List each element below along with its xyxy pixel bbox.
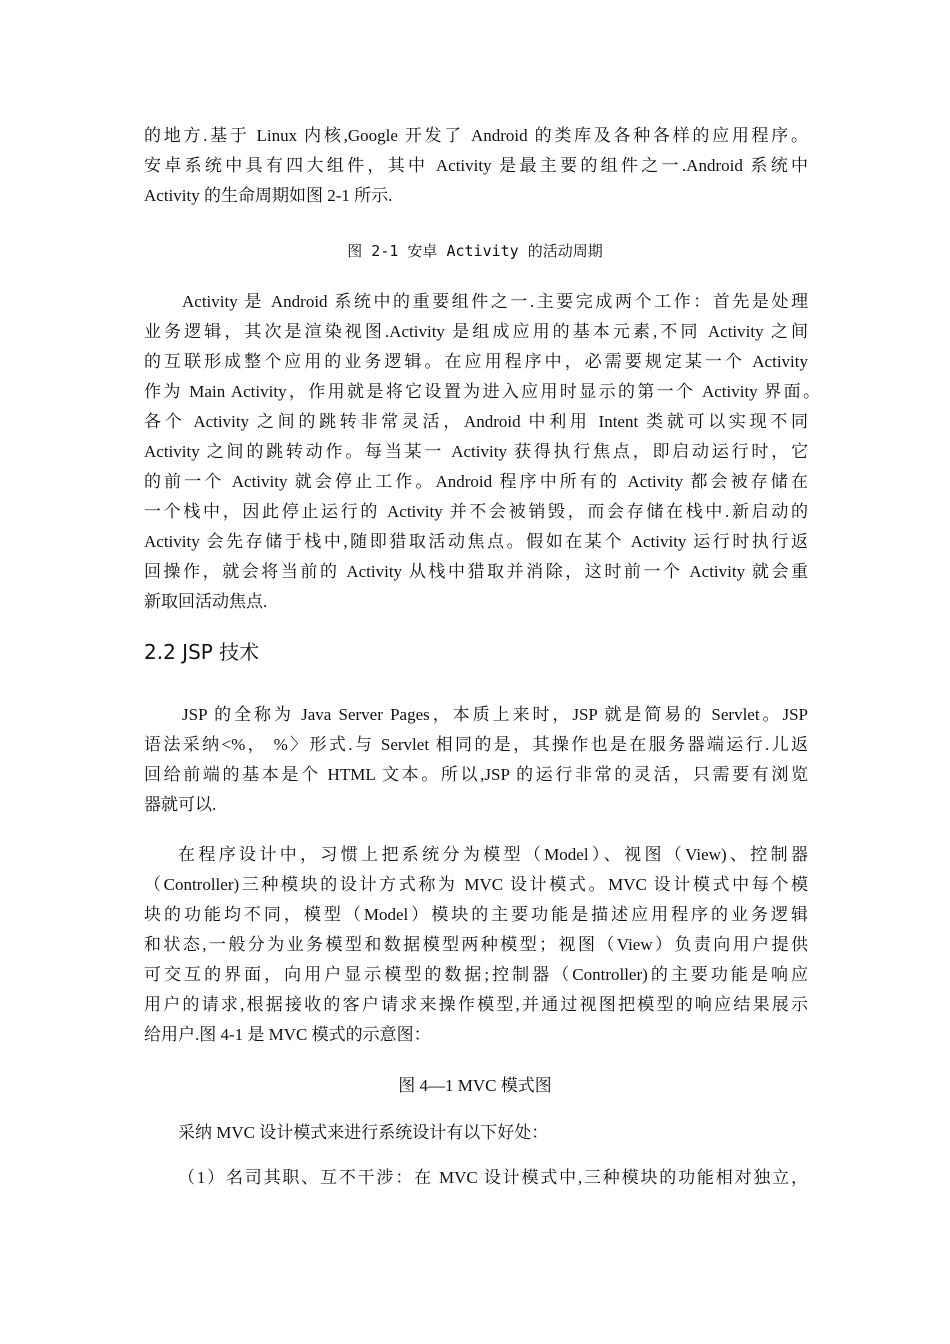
text-line: 回操作，就会将当前的 Activity 从栈中猎取并消除，这时前一个 Activity 就会重 [144, 562, 808, 581]
text-line: Activity 之间的跳转动作。每当某一 Activity 获得执行焦点，即启动运行时，它 [144, 442, 808, 461]
text-line: 的互联形成整个应用的业务逻辑。在应用程序中，必需要规定某一个 Activity [144, 352, 808, 371]
text-line: （Controller)三种模块的设计方式称为 MVC 设计模式。MVC 设计模式中每个模 [144, 875, 808, 894]
paragraph-activity [144, 287, 820, 617]
text-line: 安卓系统中具有四大组件，其中 Activity 是最主要的组件之一.Android 系统中 [144, 156, 808, 175]
text-line: 的地方.基于 Linux 内核,Google 开发了 Android 的类库及各种各样的应用程序。 [144, 126, 808, 145]
text-line: 采纳 MVC 设计模式来进行系统设计有以下好处： [178, 1123, 549, 1142]
text-line: 新取回活动焦点. [144, 592, 268, 611]
text-line: 业务逻辑，其次是渲染视图.Activity 是组成应用的基本元素,不同 Activity 之间 [144, 322, 808, 341]
text-line: JSP 的全称为 Java Server Pages，本质上来时，JSP 就是简易的 Servlet。JSP [182, 705, 808, 724]
paragraph-jsp [144, 700, 808, 820]
paragraph-mvc [144, 840, 808, 1050]
text-line: 在程序设计中，习惯上把系统分为模型（Model）、视图（View)、控制器 [178, 845, 808, 864]
figure-caption-2-1: 图 2-1 安卓 Activity 的活动周期 [347, 242, 603, 260]
text-line: 一个栈中，因此停止运行的 Activity 并不会被销毁，而会存储在栈中.新启动的 [144, 502, 808, 521]
paragraph-mvc-benefits [144, 1118, 808, 1148]
text-line: 块的功能均不同，模型（Model）模块的主要功能是描述应用程序的业务逻辑 [144, 905, 808, 924]
text-line: 语法采纳<%， %〉形式.与 Servlet 相同的是，其操作也是在服务器端运行.儿返 [144, 735, 808, 754]
paragraph-benefit-1 [144, 1163, 808, 1193]
text-line: Activity 会先存储于栈中,随即猎取活动焦点。假如在某个 Activity 运行时执行返 [144, 532, 808, 551]
section-heading: 2.2 JSP 技术 [144, 640, 260, 664]
figure-caption-4-1: 图 4—1 MVC 模式图 [398, 1076, 552, 1095]
text-line: 可交互的界面，向用户显示模型的数据;控制器（Controller)的主要功能是响应 [144, 965, 808, 984]
text-line: 用户的请求,根据接收的客户请求来操作模型,并通过视图把模型的响应结果展示 [144, 995, 808, 1014]
text-line: Activity 是 Android 系统中的重要组件之一.主要完成两个工作：首先是处理 [182, 292, 808, 311]
text-line: Activity 的生命周期如图 2-1 所示. [144, 186, 393, 205]
text-line: 器就可以. [144, 795, 217, 814]
text-line: 作为 Main Activity，作用就是将它设置为进入应用时显示的第一个 Activity 界面。 [144, 382, 820, 401]
text-line: 给用户.图 4-1 是 MVC 模式的示意图： [144, 1025, 431, 1044]
text-line: 回给前端的基本是个 HTML 文本。所以,JSP 的运行非常的灵活，只需要有浏览 [144, 765, 808, 784]
text-line: （1）名司其职、互不干涉：在 MVC 设计模式中,三种模块的功能相对独立， [178, 1168, 808, 1187]
paragraph-android-intro [144, 121, 808, 211]
text-line: 的前一个 Activity 就会停止工作。Android 程序中所有的 Activity 都会被存储在 [144, 472, 808, 491]
text-line: 各个 Activity 之间的跳转非常灵活，Android 中利用 Intent 类就可以实现不同 [144, 412, 808, 431]
text-line: 和状态,一般分为业务模型和数据模型两种模型；视图（View）负责向用户提供 [144, 935, 808, 954]
